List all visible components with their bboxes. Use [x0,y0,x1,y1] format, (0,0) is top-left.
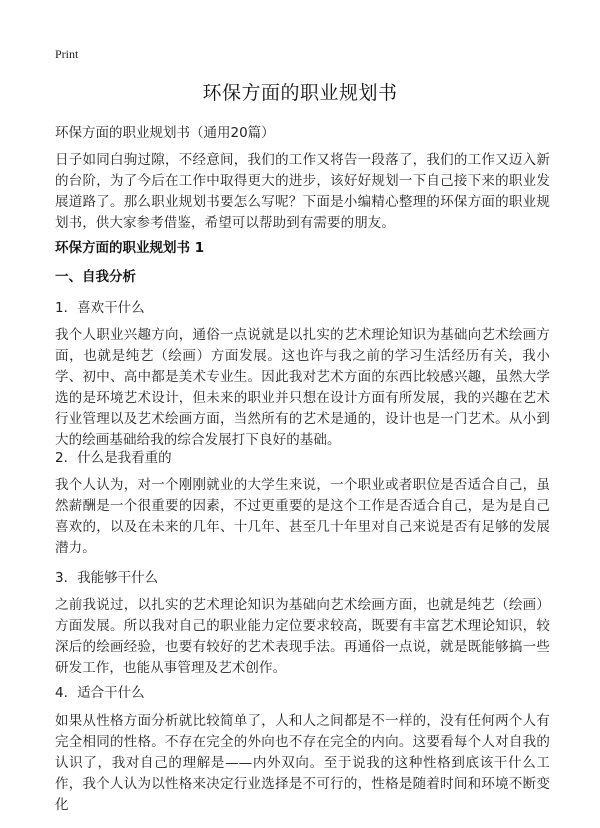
document-title: 环保方面的职业规划书 [202,82,398,104]
item-heading-4: 4．适合干什么 [55,685,145,701]
item-body-1: 我个人职业兴趣方向，通俗一点说就是以扎实的艺术理论知识为基础向艺术绘画方面，也就是纯艺（绘画）方面发展。这也许与我之前的学习生活经历有关，我小学、初中、高中都是美术专业生。因此我对艺术方面的东西比较感兴趣，虽然大学选的是环境艺术设计，但未来的职业并只想在设计方面有所发展，我的兴趣在艺术行业管理以及艺术绘画方面，当然所有的艺术是通的，设计也是一门艺术。从小到大的绘画基础给我的综合发展打下良好的基础。 [55,327,550,448]
section-title: 环保方面的职业规划书 1 [55,240,205,256]
item-body-4: 如果从性格方面分析就比较简单了，人和人之间都是不一样的，没有任何两个人有完全相同的性格。不存在完全的外向也不存在完全的内向。这要看每个人对自我的认识了，我对自己的理解是——内外双向。至于说我的这种性格到底该干什么工作，我个人认为以性格来决定行业选择是不可行的，性格是随着时间和环境不断变化 [55,713,550,813]
part-heading: 一、自我分析 [55,269,136,285]
print-label[interactable]: Print [55,47,79,61]
item-heading-3: 3．我能够干什么 [55,570,159,586]
item-heading-2: 2．什么是我看重的 [55,450,172,466]
item-body-3: 之前我说过，以扎实的艺术理论知识为基础向艺术绘画方面，也就是纯艺（绘画）方面发展。所以我对自己的职业能力定位要求较高，既要有丰富艺术理论知识，较深后的绘画经验，也要有较好的艺术表现手法。再通俗一点说，就是既能够搞一些研发工作，也能从事管理及艺术创作。 [55,597,550,676]
item-body-2: 我个人认为，对一个刚刚就业的大学生来说，一个职业或者职位是否适合自己，虽然薪酬是一个很重要的因素，不过更重要的是这个工作是否适合自己，是为是自己喜欢的，以及在未来的几年、十几年、甚至几十年里对自己来说是否有足够的发展潜力。 [55,477,550,556]
intro-paragraph: 日子如同白驹过隙，不经意间，我们的工作又将告一段落了，我们的工作又迈入新的台阶，为了今后在工作中取得更大的进步，该好好规划一下自己接下来的职业发展道路了。那么职业规划书要怎么写呢？下面是小编精心整理的环保方面的职业规划书，供大家参考借鉴，希望可以帮助到有需要的朋友。 [55,152,550,231]
item-heading-1: 1．喜欢干什么 [55,300,145,316]
document-subtitle: 环保方面的职业规划书（通用20篇） [55,125,275,141]
